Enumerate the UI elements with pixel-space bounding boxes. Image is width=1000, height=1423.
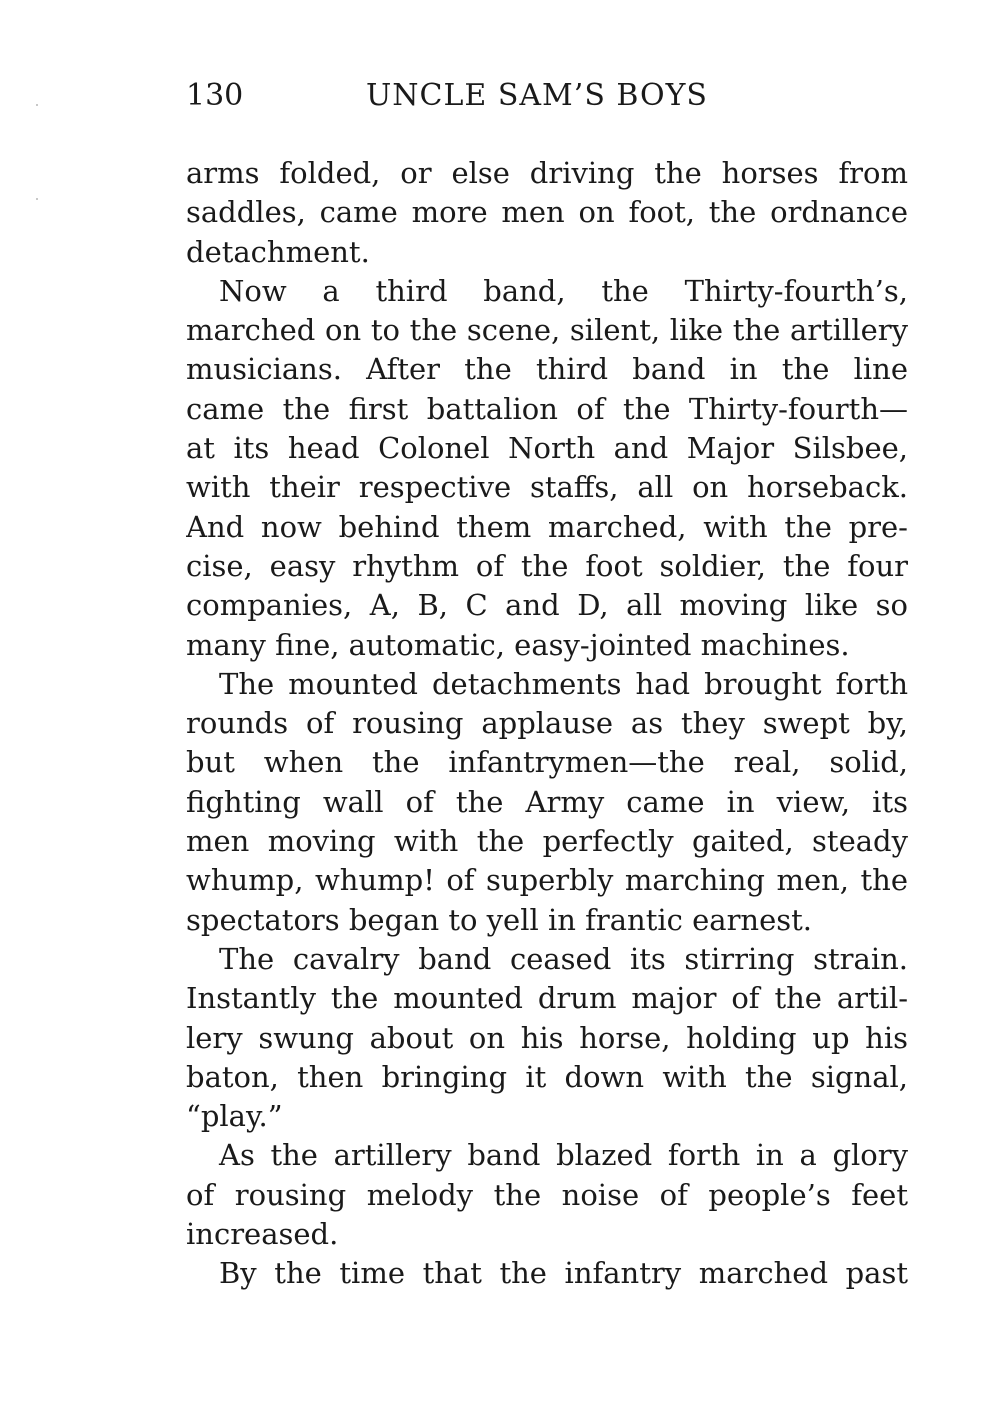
text-line: Now a third band, the Thirty-fourth’s,: [219, 273, 908, 308]
text-line: fighting wall of the Army came in view, its: [186, 784, 908, 819]
text-line: cise, easy rhythm of the foot soldier, the four: [186, 548, 908, 583]
text-line: The mounted detachments had brought forth: [219, 666, 908, 701]
text-line: spectators began to yell in frantic earnest.: [186, 902, 813, 937]
text-line: baton, then bringing it down with the signal,: [186, 1059, 908, 1094]
page-header: [186, 76, 908, 116]
scan-speck: [36, 104, 38, 106]
text-line: “play.”: [186, 1099, 283, 1134]
text-line: As the artillery band blazed forth in a glory: [219, 1138, 908, 1173]
text-line: And now behind them marched, with the pre-: [186, 509, 908, 544]
text-line: whump, whump! of superbly marching men, the: [186, 863, 908, 898]
scan-speck: [36, 198, 38, 200]
text-line: Instantly the mounted drum major of the artil-: [186, 981, 908, 1016]
text-line: of rousing melody the noise of people’s feet: [186, 1177, 908, 1212]
text-line: men moving with the perfectly gaited, steady: [186, 824, 908, 859]
text-line: arms folded, or else driving the horses from: [186, 156, 908, 190]
text-line: increased.: [186, 1217, 339, 1252]
text-line: rounds of rousing applause as they swept by,: [186, 706, 908, 741]
text-line: saddles, came more men on foot, the ordnance: [186, 195, 908, 230]
text-line: at its head Colonel North and Major Silsbee,: [186, 431, 908, 466]
text-line: came the first battalion of the Thirty-fourth—: [186, 391, 908, 426]
text-line: with their respective staffs, all on horseback.: [186, 470, 908, 505]
page-number: 130: [186, 78, 244, 113]
running-title: UNCLE SAM’S BOYS: [366, 78, 708, 113]
text-line: musicians. After the third band in the line: [186, 352, 908, 387]
text-line: lery swung about on his horse, holding up his: [186, 1020, 908, 1055]
text-line: The cavalry band ceased its stirring strain.: [219, 941, 908, 976]
text-line: many fine, automatic, easy-jointed machines.: [186, 627, 850, 662]
text-line: detachment.: [186, 234, 370, 269]
text-line: but when the infantrymen—the real, solid,: [186, 745, 908, 780]
text-line: companies, A, B, C and D, all moving like so: [186, 588, 908, 623]
text-line: marched on to the scene, silent, like the artillery: [186, 313, 908, 348]
text-line: By the time that the infantry marched past: [219, 1256, 908, 1291]
body-text: [186, 154, 908, 1294]
